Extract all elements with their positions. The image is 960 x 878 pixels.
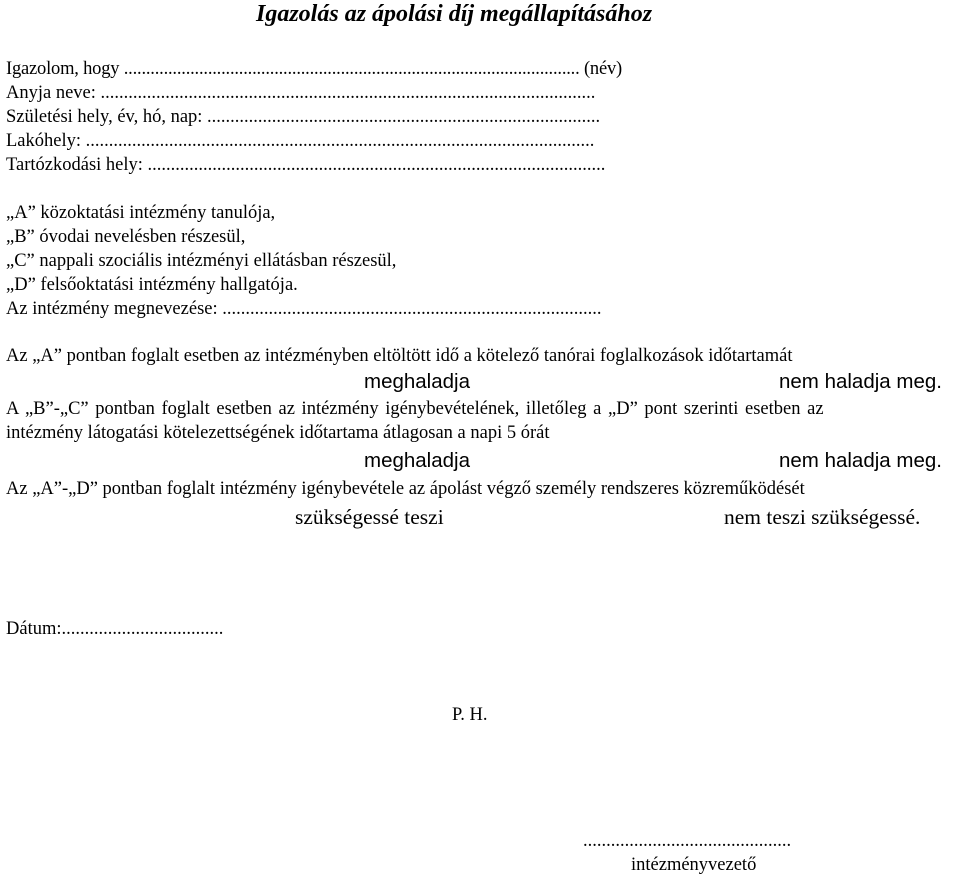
name-field: Igazolom, hogy ....................................................................................................... (név) xyxy=(6,59,622,79)
statement-2-option-exceeds: meghaladja xyxy=(364,449,470,472)
statement-3-option-not-necessary: nem teszi szükségessé. xyxy=(724,505,921,529)
residence-field: Lakóhely: .............................................................................................................. xyxy=(6,131,595,151)
page-title: Igazolás az ápolási díj megállapításához xyxy=(256,1,653,27)
statement-3-text: Az „A”-„D” pontban foglalt intézmény igénybevétele az ápolást végző személy rendszeres közreműködését xyxy=(6,479,805,499)
signature-label: intézményvezető xyxy=(631,855,757,875)
mother-name-field: Anyja neve: ........................................................................................................... xyxy=(6,83,596,103)
statement-2-line-1: A „B”-„C” pontban foglalt esetben az intézmény igénybevételének, illetőleg a „D” pont szerinti esetben az xyxy=(6,399,824,419)
birth-data-field: Születési hely, év, hó, nap: ..................................................................................... xyxy=(6,107,601,127)
statement-1-option-exceeds: meghaladja xyxy=(364,370,470,393)
institution-name-field: Az intézmény megnevezése: .................................................................................. xyxy=(6,299,602,319)
statement-1-option-not-exceeds: nem haladja meg. xyxy=(779,370,942,393)
statement-2-line-2: intézmény látogatási kötelezettségének időtartama átlagosan a napi 5 órát xyxy=(6,423,550,443)
statement-3-option-necessary: szükségessé teszi xyxy=(295,505,444,529)
category-b: „B” óvodai nevelésben részesül, xyxy=(6,227,246,247)
category-c: „C” nappali szociális intézményi ellátásban részesül, xyxy=(6,251,397,271)
statement-1-text: Az „A” pontban foglalt esetben az intézményben eltöltött idő a kötelező tanórai foglalkozások időtartamát xyxy=(6,346,793,366)
category-a: „A” közoktatási intézmény tanulója, xyxy=(6,203,276,223)
statement-2-option-not-exceeds: nem haladja meg. xyxy=(779,449,942,472)
signature-line: ............................................. xyxy=(583,831,792,851)
date-field: Dátum:................................... xyxy=(6,619,224,639)
category-d: „D” felsőoktatási intézmény hallgatója. xyxy=(6,275,298,295)
stay-field: Tartózkodási hely: ................................................................................................... xyxy=(6,155,606,175)
stamp-placeholder: P. H. xyxy=(452,705,488,725)
